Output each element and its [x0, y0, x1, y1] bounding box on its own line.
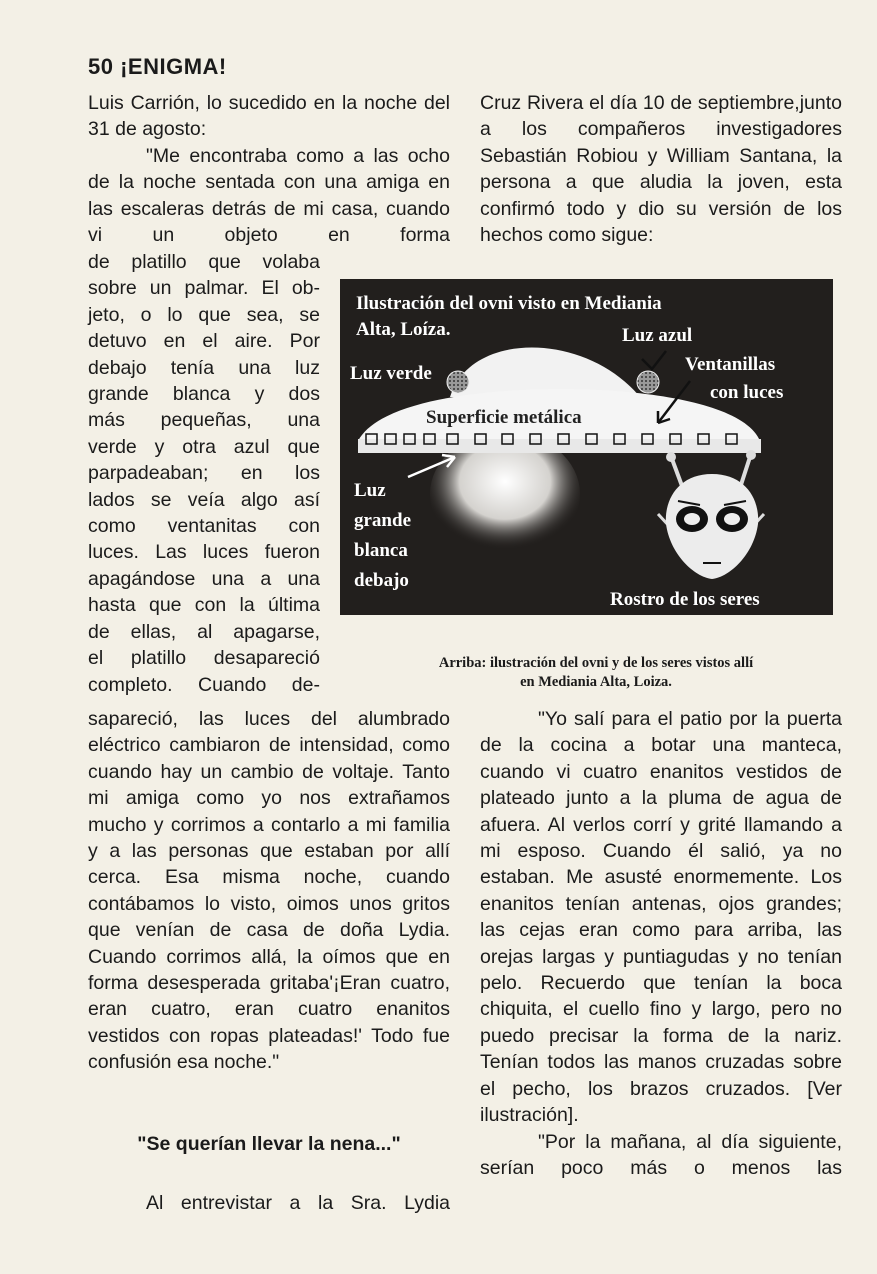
narrow-text-line: jeto, o lo que sea, se	[88, 303, 320, 326]
narrow-text-line: debajo tenía una luz	[88, 356, 320, 379]
narrow-text-line: completo. Cuando de-	[88, 673, 320, 696]
label-debajo: debajo	[354, 570, 409, 591]
narrow-text-line: como ventanitas con	[88, 515, 320, 538]
saucer-rim	[358, 439, 761, 453]
narrow-text-line: el platillo desapareció	[88, 647, 320, 670]
narrow-text-line: apagándose una a una	[88, 567, 320, 590]
narrow-text-line: verde y otra azul que	[88, 435, 320, 458]
narrow-text-line: de platillo que volaba	[88, 251, 320, 273]
left-column-lower	[88, 706, 450, 1076]
narrow-text-line: más pequeñas, una	[88, 409, 320, 432]
narrow-text-line: lados se veía algo así	[88, 488, 320, 511]
right-column-lower	[480, 706, 842, 1181]
illustration-caption	[340, 654, 852, 692]
narrow-text-line: sobre un palmar. El ob-	[88, 277, 320, 300]
caption-line-2: en Mediania Alta, Loiza.	[520, 674, 672, 690]
narrow-text-line: grande blanca y dos	[88, 383, 320, 406]
label-luz-azul: Luz azul	[622, 325, 693, 346]
narrow-text-line: parpadeaban; en los	[88, 462, 320, 485]
caption-line-1: Arriba: ilustración del ovni y de los seres vistos allí	[438, 655, 754, 671]
illustration-title-line-1: Ilustración del ovni visto en Mediania	[356, 293, 662, 314]
left-paragraph-3: Al entrevistar a la Sra. Lydia	[146, 1192, 450, 1214]
label-luz: Luz	[354, 480, 386, 501]
ufo-illustration	[340, 279, 833, 615]
page-header: 50 ¡ENIGMA!	[88, 54, 227, 79]
label-grande: grande	[354, 510, 411, 531]
label-blanca: blanca	[354, 540, 408, 561]
blue-light	[637, 371, 659, 393]
left-paragraph-2-upper: "Me encontraba como a las ocho de la noche sentada con una amiga en las escaleras detrás de mi casa, cuando vi un objeto en forma	[88, 144, 450, 247]
narrow-text-line: de ellas, al apagarse,	[88, 620, 320, 643]
narrow-text-line: luces. Las luces fueron	[88, 541, 320, 564]
narrow-text-line: detuvo en el aire. Por	[88, 330, 320, 353]
right-paragraph-3: "Por la mañana, al día siguiente, serían poco más o menos las	[480, 1130, 842, 1179]
illustration-title-line-2: Alta, Loíza.	[356, 319, 451, 340]
right-paragraph-1: Cruz Rivera el día 10 de septiembre,junto a los compañeros investigadores Sebastián Robiou y William Santana, la persona a que aludia la joven, esta confirmó todo y dio su versión de los hechos como sigue:	[480, 92, 842, 247]
left-column-upper	[88, 90, 450, 248]
label-ventanillas-2: con luces	[710, 382, 784, 403]
right-column-upper	[480, 90, 842, 248]
label-luz-verde: Luz verde	[350, 363, 432, 384]
section-subheading: "Se querían llevar la nena..."	[137, 1133, 401, 1155]
alien-face	[658, 450, 764, 579]
left-paragraph-2-lower: sapareció, las luces del alumbrado eléctrico cambiaron de intensidad, como cuando hay un cambio de voltaje. Tanto mi amiga como yo nos extrañamos mucho y corrimos a contarlo a mi familia y a las personas que estaban por allí cerca. Esa misma noche, cuando contábamos lo visto, oimos unos gritos que venían de casa de doña Lydia. Cuando corrimos allá, la oímos que en forma desesperada gritaba'¡Eran cuatro, eran cuatro, eran cuatro enanitos vestidos con ropas plateadas!' Todo fue confusión esa noche."	[88, 708, 450, 1074]
narrow-text-line: hasta que con la última	[88, 594, 320, 617]
label-ventanillas-1: Ventanillas	[685, 354, 776, 375]
right-paragraph-2: "Yo salí para el patio por la puerta de la cocina a botar una manteca, cuando vi cuatro enanitos vestidos de plateado junto a la pluma de agua de afuera. Al verlos corrí y grité llamando a mi esposo. Cuando él salió, ya no estaban. Me asusté enormemente. Los enanitos tenían antenas, ojos grandes; las cejas eran como para arriba, las orejas largas y puntiagudas y no tenían pelo. Recuerdo que tenían la boca chiquita, el cuello fino y largo, pero no puedo precisar la forma de la nariz. Tenían todos las manos cruzadas sobre el pecho, los brazos cruzados. [Ver ilustración].	[480, 708, 842, 1127]
label-superficie-metalica: Superficie metálica	[426, 407, 582, 428]
label-rostro-de-los-seres: Rostro de los seres	[610, 589, 760, 610]
left-column-bottom	[88, 1190, 450, 1216]
left-paragraph-1: Luis Carrión, lo sucedido en la noche del 31 de agosto:	[88, 92, 450, 141]
green-light	[447, 371, 469, 393]
left-column-narrow	[88, 249, 320, 698]
